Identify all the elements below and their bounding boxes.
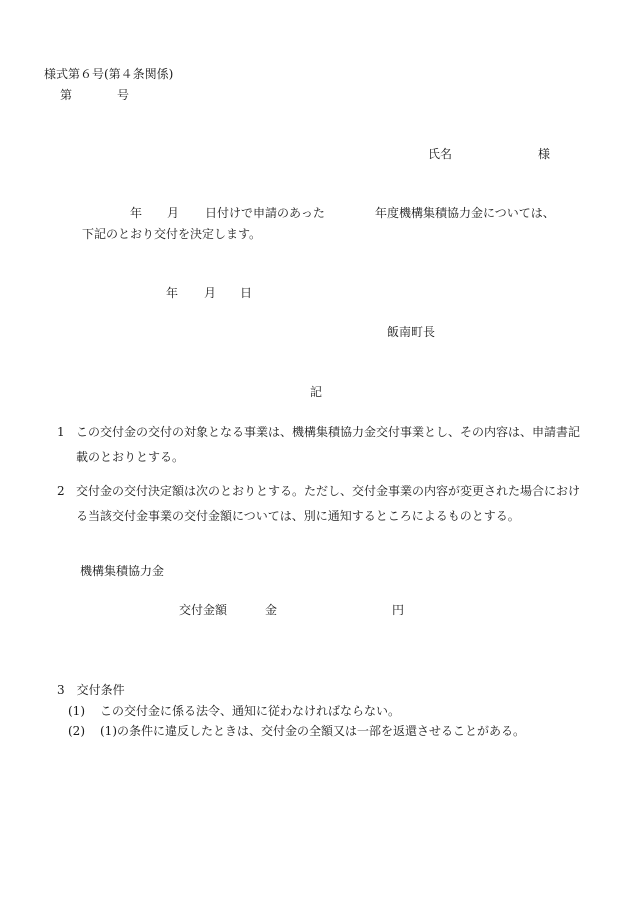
form-number: 様式第６号(第４条関係) — [44, 67, 174, 81]
amount-prefix: 金 — [265, 603, 278, 617]
amount-label: 交付金額 — [179, 603, 228, 617]
record-heading: 記 — [310, 385, 323, 399]
clause-2-number: 2 — [57, 484, 65, 498]
intro-year: 年 — [130, 206, 143, 220]
amount-unit: 円 — [392, 603, 405, 617]
condition-2-number: (2) — [68, 724, 85, 738]
grant-name: 機構集積協力金 — [80, 564, 165, 578]
conditions-heading: 3 交付条件 — [57, 683, 125, 697]
doc-number-prefix: 第 — [60, 88, 73, 102]
recipient-honorific: 様 — [538, 147, 551, 161]
condition-1-text: この交付金に係る法令、通知に従わなければならない。 — [100, 704, 401, 718]
intro-line2: 下記のとおり交付を決定します。 — [82, 227, 262, 241]
clause-1 — [57, 420, 597, 470]
recipient-name-label: 氏名 — [428, 147, 453, 161]
intro-fiscal-year-subject: 年度機構集積協力金については、 — [375, 206, 555, 220]
doc-number-suffix: 号 — [117, 88, 130, 102]
decision-year: 年 — [166, 286, 179, 300]
condition-1-number: (1) — [68, 704, 85, 718]
issuer: 飯南町長 — [387, 325, 436, 339]
clause-2-line2: る当該交付金事業の交付金額については、別に通知するところによるものとする。 — [76, 509, 520, 523]
intro-date-applied: 日付けで申請のあった — [205, 206, 325, 220]
clause-2 — [57, 479, 597, 529]
clause-1-line1: この交付金の交付の対象となる事業は、機構集積協力金交付事業とし、その内容は、申請書記 — [76, 425, 581, 439]
clause-1-line2: 載のとおりとする。 — [76, 450, 185, 464]
clause-1-number: 1 — [57, 425, 65, 439]
decision-day: 日 — [240, 286, 253, 300]
intro-month: 月 — [167, 206, 180, 220]
condition-2-text: (1)の条件に違反したときは、交付金の全額又は一部を返還させることがある。 — [100, 724, 526, 738]
clause-2-line1: 交付金の交付決定額は次のとおりとする。ただし、交付金事業の内容が変更された場合におけ — [76, 484, 581, 498]
decision-month: 月 — [204, 286, 217, 300]
